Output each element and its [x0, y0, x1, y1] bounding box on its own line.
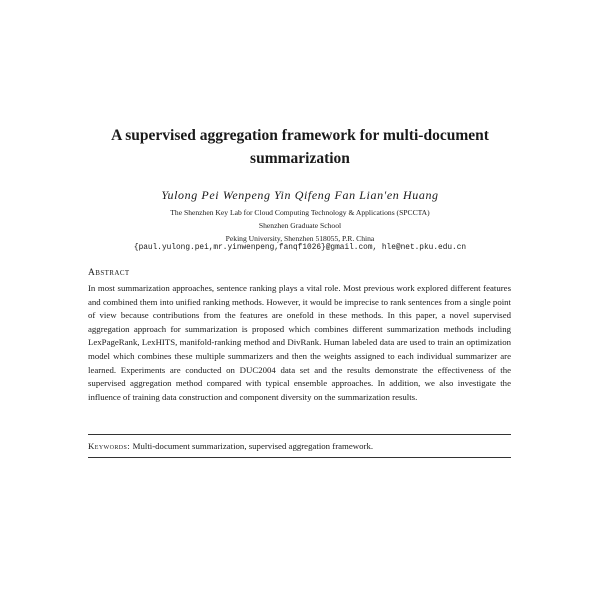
keywords-label: Keywords: [88, 441, 133, 451]
affiliation-school: Shenzhen Graduate School [258, 221, 342, 230]
author-list: Yulong Pei Wenpeng Yin Qifeng Fan Lian'en Huang [161, 188, 439, 202]
abstract-text: In most summarization approaches, sentence ranking plays a vital role. Most previous work explored different features and combined them into unified ranking methods. However, it would be imprecise to rank sentences from a single point of view because contributions from the features are onefold in these methods. In this paper, a novel supervised aggregation approach for summarization is proposed which combines different summarization methods including LexPageRank, LexHITS, manifold-ranking method and DivRank. Human labeled data are used to train an optimization model which combines these multiple summarizers and then the weights assigned to each individual summarizer are learned. Experiments are conducted on DUC2004 data set and the results demonstrate the effectiveness of the supervised aggregation method compared with typical ensemble approaches. In addition, we also investigate the influence of training data construction and component diversity on the summarization results. [88, 283, 511, 402]
abstract-section [88, 282, 511, 404]
keywords-section [88, 440, 511, 452]
keywords-bottom-rule [88, 457, 511, 458]
keywords-text: Multi-document summarization, supervised aggregation framework. [132, 441, 374, 451]
affiliation-university: Peking University, Shenzhen 518055, P.R. China [225, 234, 375, 243]
paper-title: A supervised aggregation framework for multi-document summarization [111, 127, 489, 167]
abstract-heading: Abstract [88, 268, 130, 278]
affiliation-lab: The Shenzhen Key Lab for Cloud Computing Technology & Applications (SPCCTA) [170, 208, 430, 217]
keywords-top-rule [88, 434, 511, 435]
author-emails: {paul.yulong.pei,mr.yinwenpeng,fanqf1026}@gmail.com, hle@net.pku.edu.cn [133, 244, 467, 252]
